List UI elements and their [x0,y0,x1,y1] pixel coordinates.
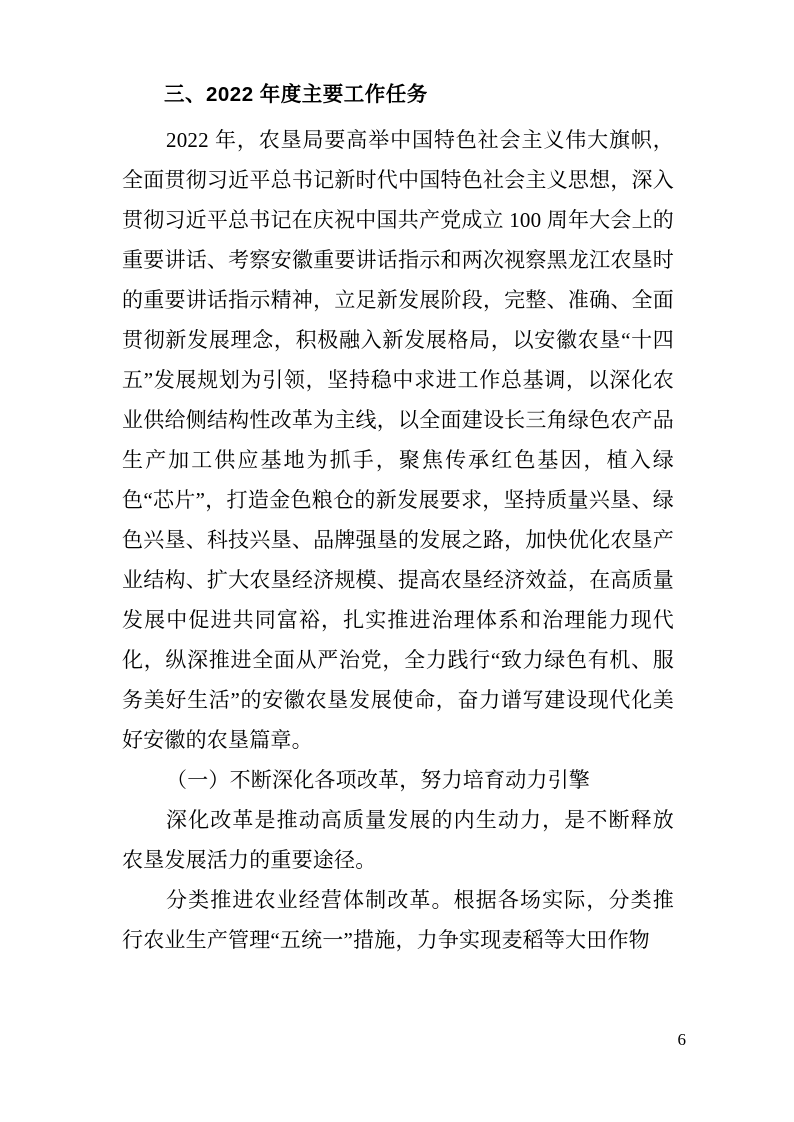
paragraph-reform-driver: 深化改革是推动高质量发展的内生动力，是不断释放农垦发展活力的重要途径。 [122,808,674,872]
paragraph-main-tasks: 2022 年，农垦局要高举中国特色社会主义伟大旗帜，全面贯彻习近平总书记新时代中国特色社会主义思想，深入贯彻习近平总书记在庆祝中国共产党成立 100 周年大会上的重要讲话、考察安徽重要讲话指示和两次视察黑龙江农垦时的重要讲话指示精神，立足新发展阶段，完整、准确、全面贯彻新发展理念，积极融入新发展格局，以安徽农垦“十四五”发展规划为引领，坚持稳中求进工作总基调，以深化农业供给侧结构性改革为主线，以全面建设长三角绿色农产品生产加工供应基地为抓手，聚焦传承红色基因，植入绿色“芯片”，打造金色粮仓的新发展要求，坚持质量兴垦、绿色兴垦、科技兴垦、品牌强垦的发展之路，加快优化农垦产业结构、扩大农垦经济规模、提高农垦经济效益，在高质量发展中促进共同富裕，扎实推进治理体系和治理能力现代化，纵深推进全面从严治党，全力践行“致力绿色有机、服务美好生活”的安徽农垦发展使命，奋力谱写建设现代化美好安徽的农垦篇章。 [122,128,674,752]
paragraph-subsection-one-title: （一）不断深化各项改革，努力培育动力引擎 [166,768,590,792]
page-content [122,78,674,960]
paragraph-agriculture-system-reform: 分类推进农业经营体制改革。根据各场实际，分类推行农业生产管理“五统一”措施，力争实现麦稻等大田作物 [122,888,674,952]
section-heading: 三、2022 年度主要工作任务 [164,83,428,106]
page-number: 6 [677,1030,686,1049]
